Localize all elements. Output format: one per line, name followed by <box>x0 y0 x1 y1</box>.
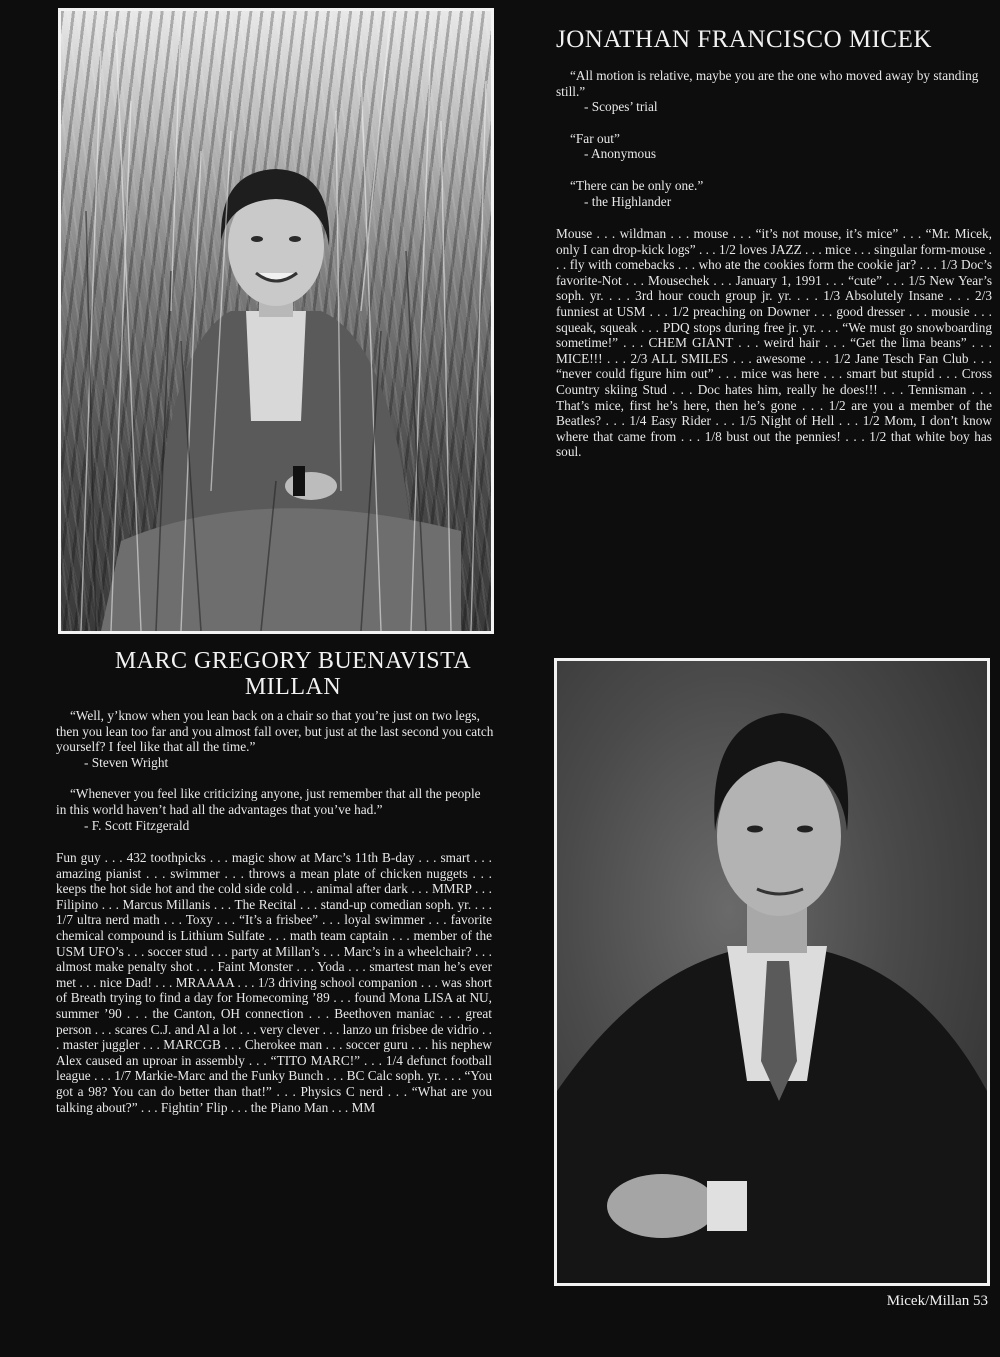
millan-name <box>60 648 526 700</box>
quote-text: “Far out” <box>570 130 620 146</box>
micek-quote <box>556 68 996 115</box>
micek-bio: Mouse . . . wildman . . . mouse . . . “it’s not mouse, it’s mice” . . . “Mr. Micek, only I can drop-kick logs” . . . 1/2 loves JAZZ . . . mice . . . singular form-mouse . . . fly with comebacks . . . who ate the cookies form the cookie jar? . . . 1/3 Doc’s favorite-Not . . . Mousechek . . . January 1, 1991 . . . “cute” . . . 1/5 New Year’s soph. yr. . . . 3rd hour couch group jr. yr. . . . 1/3 Absolutely Insane . . . 2/3 funniest at USM . . . 1/2 preaching on Downer . . . good dresser . . . mousie . . . squeak, squeak . . . PDQ stops during free jr. yr. . . . “We must go snowboarding sometime!” . . . CHEM GIANT . . . weird hair . . . “Get the lima beans” . . . MICE!!! . . . 2/3 ALL SMILES . . . awesome . . . 1/2 Jane Tesch Fan Club . . . “never could figure him out” . . . mice was here . . . smart but stupid . . . Cross Country skiing Stud . . . Doc hates him, really he does!!! . . . Tennisman . . . That’s mice, first he’s here, then he’s gone . . . 1/2 are you a member of the Beatles? . . . 1/4 Easy Rider . . . 1/5 Night of Hell . . . 1/2 Mom, I don’t know where that came from . . . 1/8 bust out the pennies! . . . 1/2 that white boy has soul. <box>556 226 992 460</box>
formal-portrait-illustration <box>557 661 987 1283</box>
photo-millan-portrait <box>554 658 990 1286</box>
millan-quote <box>56 708 494 770</box>
quote-author: - Steven Wright <box>84 754 169 770</box>
photo-micek-in-grass <box>58 8 494 634</box>
millan-quotes <box>56 708 494 849</box>
quote-text: “There can be only one.” <box>570 177 704 193</box>
quote-author: - the Highlander <box>584 193 672 209</box>
millan-name-line1: MARC GREGORY BUENAVISTA <box>114 648 472 674</box>
micek-name: JONATHAN FRANCISCO MICEK <box>556 26 932 53</box>
quote-text: “Whenever you feel like criticizing anyone, just remember that all the people in this world haven’t had all the advantages that you’ve had.” <box>56 786 481 817</box>
micek-quote <box>556 131 996 162</box>
micek-quote <box>556 178 996 209</box>
quote-author: - F. Scott Fitzgerald <box>84 817 190 833</box>
page-number-footer: Micek/Millan 53 <box>886 1293 988 1309</box>
quote-text: “All motion is relative, maybe you are the one who moved away by standing still.” <box>556 68 979 99</box>
quote-text: “Well, y’know when you lean back on a chair so that you’re just on two legs, then you lean too far and you almost fall over, but just at the last second you catch yourself? I feel like that all the time.” <box>56 708 494 755</box>
millan-name-line2: MILLAN <box>244 674 342 700</box>
quote-author: - Anonymous <box>584 146 657 162</box>
millan-quote <box>56 786 494 833</box>
quote-author: - Scopes’ trial <box>584 99 658 115</box>
millan-bio: Fun guy . . . 432 toothpicks . . . magic show at Marc’s 11th B-day . . . smart . . . amazing pianist . . . swimmer . . . throws a mean plate of chicken nuggets . . . keeps the hot side hot and the cold side cold . . . animal after dark . . . MMRP . . . Filipino . . . Marcus Millanis . . . The Recital . . . stand-up comedian soph. yr. . . . 1/7 ultra nerd math . . . Toxy . . . “It’s a frisbee” . . . loyal swimmer . . . favorite chemical compound is Lithium Sulfate . . . math team captain . . . member of the USM UFO’s . . . soccer stud . . . party at Millan’s . . . Marc’s in a wheelchair? . . . almost make penalty shot . . . Faint Monster . . . Yoda . . . smartest man he’s ever met . . . nice Dad! . . . MRAAAA . . . 1/3 driving school companion . . . was short of Breath trying to find a day for Homecoming ’89 . . . found Mona LISA at NU, summer ’90 . . . the Canton, OH connection . . . Beethoven maniac . . . great person . . . scares C.J. and Al a lot . . . very clever . . . lanzo un frisbee de vidrio . . . master juggler . . . MARCGB . . . Cherokee man . . . soccer guru . . . his nephew Alex caused an uproar in assembly . . . “TITO MARC!” . . . 1/4 defunct football league . . . 1/7 Markie-Marc and the Funky Bunch . . . BC Calc soph. yr. . . . “You got a 98? You can do better than that!” . . . Physics C nerd . . . “What are you talking about?” . . . Fightin’ Flip . . . the Piano Man . . . MM <box>56 850 492 1115</box>
grass-portrait-illustration <box>61 11 491 631</box>
micek-quotes <box>556 68 996 225</box>
